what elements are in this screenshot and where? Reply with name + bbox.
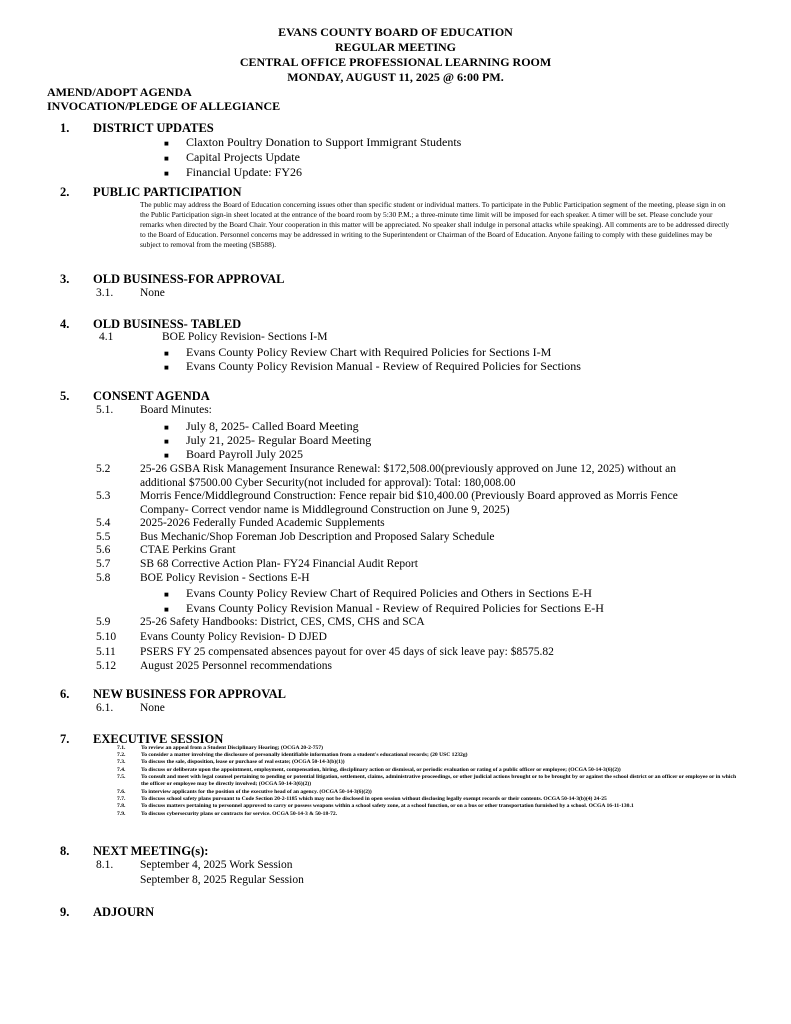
invocation-pledge: INVOCATION/PLEDGE OF ALLEGIANCE xyxy=(47,99,281,113)
bullet-icon: ■ xyxy=(164,349,169,358)
bullet-icon: ■ xyxy=(164,437,169,446)
list-item: July 21, 2025- Regular Board Meeting xyxy=(186,433,372,447)
list-item: Financial Update: FY26 xyxy=(186,165,302,179)
exec-item-number: 7.7. xyxy=(117,796,126,802)
item-number: 5.1. xyxy=(96,404,114,416)
exec-item-text: To review an appeal from a Student Disciplinary Hearing; (OCGA 20-2-757) xyxy=(141,745,324,751)
bullet-icon: ■ xyxy=(164,169,169,178)
item-number: 5.11 xyxy=(96,646,116,658)
section-8-number: 8. xyxy=(60,844,70,858)
exec-item-text: To discuss or deliberate upon the appointment, employment, compensation, hiring, disciplinary action or dismissal, or periodic evaluation or rating of a public officer or employee; (OCGA 50-14-3(6)(2)) xyxy=(141,767,621,773)
exec-item-number: 7.5. xyxy=(117,774,126,780)
exec-item-number: 7.6. xyxy=(117,789,126,795)
section-6-number: 6. xyxy=(60,687,70,701)
public-participation-text: The public may address the Board of Education concerning issues other than specific student or individual matters. To participate in the Public Participation segment of the meeting, please sign in on the Public Participation sign-in sheet located at the entrance of the board room by 5:30 P.M.; a three-minute time limit will be imposed for each speaker. A timer will be set. Please conclude your remarks when directed by the Board Chair. Your cooperation in this matter will be appreciated. No speaker shall indulge in personal attacks while speaking). All comments are to be addressed directly to the Board of Education. Personnel concerns may be addressed in writing to the Superintendent or Chairman of the Board of Education. Anyone failing to comply with these guidelines may be subject to removal from the meeting (SB588). xyxy=(140,200,730,250)
item-text: None xyxy=(140,702,165,714)
item-number: 5.2 xyxy=(96,463,111,475)
item-text: BOE Policy Revision - Sections E-H xyxy=(140,572,310,584)
section-9-title: ADJOURN xyxy=(93,905,155,919)
item-text: SB 68 Corrective Action Plan- FY24 Financial Audit Report xyxy=(140,558,418,570)
exec-item-text: To consider a matter involving the disclosure of personally identifiable information from a student's educational records; (20 USC 1232g) xyxy=(141,752,468,758)
list-item: Evans County Policy Review Chart with Required Policies for Sections I-M xyxy=(186,345,552,359)
exec-item-number: 7.2. xyxy=(117,752,126,758)
item-number: 3.1. xyxy=(96,287,114,299)
item-number: 5.9 xyxy=(96,616,111,628)
section-5-number: 5. xyxy=(60,389,70,403)
item-number: 5.12 xyxy=(96,660,117,672)
item-number: 5.3 xyxy=(96,490,111,502)
section-3-title: OLD BUSINESS-FOR APPROVAL xyxy=(93,272,285,286)
item-number: 5.10 xyxy=(96,631,117,643)
item-text: BOE Policy Revision- Sections I-M xyxy=(162,331,328,343)
section-5-title: CONSENT AGENDA xyxy=(93,389,210,403)
item-number: 5.7 xyxy=(96,558,111,570)
exec-item-number: 7.9. xyxy=(117,811,126,817)
exec-item-number: 7.4. xyxy=(117,767,126,773)
exec-item-text: To discuss school safety plans pursuant to Code Section 20-2-1185 which may not be disclosed in open session without disclosing legally exempt records or their contents. OCGA 50-14-3(b)(4) 24-25 xyxy=(141,796,607,802)
item-number: 5.8 xyxy=(96,572,111,584)
item-number: 8.1. xyxy=(96,859,114,871)
bullet-icon: ■ xyxy=(164,451,169,460)
exec-item-text: To discuss matters pertaining to personnel approved to carry or possess weapons within a school safety zone, at a school function, or on a bus or other transportation furnished by a school. OCGA 16-11-130.1 xyxy=(141,803,634,809)
bullet-icon: ■ xyxy=(164,590,169,599)
list-item: Evans County Policy Review Chart of Required Policies and Others in Sections E-H xyxy=(186,586,592,600)
title-date: MONDAY, AUGUST 11, 2025 @ 6:00 PM. xyxy=(287,70,504,84)
item-number: 4.1 xyxy=(99,331,114,343)
section-3-number: 3. xyxy=(60,272,70,286)
title-board: EVANS COUNTY BOARD OF EDUCATION xyxy=(278,25,513,39)
bullet-icon: ■ xyxy=(164,605,169,614)
amend-adopt-agenda: AMEND/ADOPT AGENDA xyxy=(47,85,192,99)
item-text: 25-26 Safety Handbooks: District, CES, CMS, CHS and SCA xyxy=(140,616,425,628)
section-7-number: 7. xyxy=(60,732,70,746)
item-text: Bus Mechanic/Shop Foreman Job Description and Proposed Salary Schedule xyxy=(140,531,495,543)
item-text: Morris Fence/Middleground Construction: Fence repair bid $10,400.00 (Previously Board approved as Morris Fence Company- Correct vendor name is Middleground Construction on June 9, 2025) xyxy=(140,490,678,516)
bullet-icon: ■ xyxy=(164,363,169,372)
list-item: July 8, 2025- Called Board Meeting xyxy=(186,419,359,433)
title-meeting-type: REGULAR MEETING xyxy=(334,40,456,54)
item-number: 5.5 xyxy=(96,531,111,543)
section-1-title: DISTRICT UPDATES xyxy=(93,121,214,135)
item-text: August 2025 Personnel recommendations xyxy=(140,660,332,672)
section-2-title: PUBLIC PARTICIPATION xyxy=(93,185,242,199)
list-item: Evans County Policy Revision Manual - Review of Required Policies for Sections E-H xyxy=(186,601,604,615)
exec-item-number: 7.3. xyxy=(117,759,126,765)
section-1-number: 1. xyxy=(60,121,70,135)
section-4-number: 4. xyxy=(60,317,70,331)
section-7-title: EXECUTIVE SESSION xyxy=(93,732,224,746)
item-text: 25-26 GSBA Risk Management Insurance Renewal: $172,508.00(previously approved on June 12, 2025) without an additional $7500.00 Cyber Security(not included for approval): Total: 180,008.00 xyxy=(140,463,676,489)
item-number: 6.1. xyxy=(96,702,114,714)
next-meeting-work-session: September 4, 2025 Work Session xyxy=(140,859,293,871)
section-8-title: NEXT MEETING(s): xyxy=(93,844,209,858)
exec-item-text: To interview applicants for the position of the executive head of an agency. (OCGA 50-14-3(6)(2)) xyxy=(141,789,372,795)
exec-item-number: 7.1. xyxy=(117,745,126,751)
exec-item-text: To discuss cybersecurity plans or contracts for service. OCGA 50-14-3 & 50-18-72. xyxy=(141,811,338,817)
list-item: Capital Projects Update xyxy=(186,150,300,164)
list-item: Evans County Policy Revision Manual - Review of Required Policies for Sections xyxy=(186,359,581,373)
item-text: PSERS FY 25 compensated absences payout for over 45 days of sick leave pay: $8575.82 xyxy=(140,646,554,658)
title-location: CENTRAL OFFICE PROFESSIONAL LEARNING ROOM xyxy=(239,55,552,69)
exec-item-text: To consult and meet with legal counsel pertaining to pending or potential litigation, settlement, claims, administrative proceedings, or other judicial actions brought or to be brought by or against the school district or an officer or employee or in which the officer or employee may be directly involved; (OCGA 50-14-3(6)(2)) xyxy=(141,774,737,787)
list-item: Claxton Poultry Donation to Support Immigrant Students xyxy=(186,135,462,149)
bullet-icon: ■ xyxy=(164,423,169,432)
section-9-number: 9. xyxy=(60,905,70,919)
bullet-icon: ■ xyxy=(164,139,169,148)
next-meeting-regular-session: September 8, 2025 Regular Session xyxy=(140,874,304,886)
item-number: 5.4 xyxy=(96,517,111,529)
item-number: 5.6 xyxy=(96,544,111,556)
item-text: Evans County Policy Revision- D DJED xyxy=(140,631,327,643)
exec-item-text: To discuss the sale, disposition, lease or purchase of real estate; (OCGA 50-14-3(b)(1)) xyxy=(141,759,345,765)
item-text: Board Minutes: xyxy=(140,404,212,416)
section-6-title: NEW BUSINESS FOR APPROVAL xyxy=(93,687,286,701)
section-4-title: OLD BUSINESS- TABLED xyxy=(93,317,242,331)
item-text: None xyxy=(140,287,165,299)
bullet-icon: ■ xyxy=(164,154,169,163)
item-text: CTAE Perkins Grant xyxy=(140,544,236,556)
item-text: 2025-2026 Federally Funded Academic Supplements xyxy=(140,517,385,529)
section-2-number: 2. xyxy=(60,185,70,199)
list-item: Board Payroll July 2025 xyxy=(186,447,303,461)
exec-item-number: 7.8. xyxy=(117,803,126,809)
